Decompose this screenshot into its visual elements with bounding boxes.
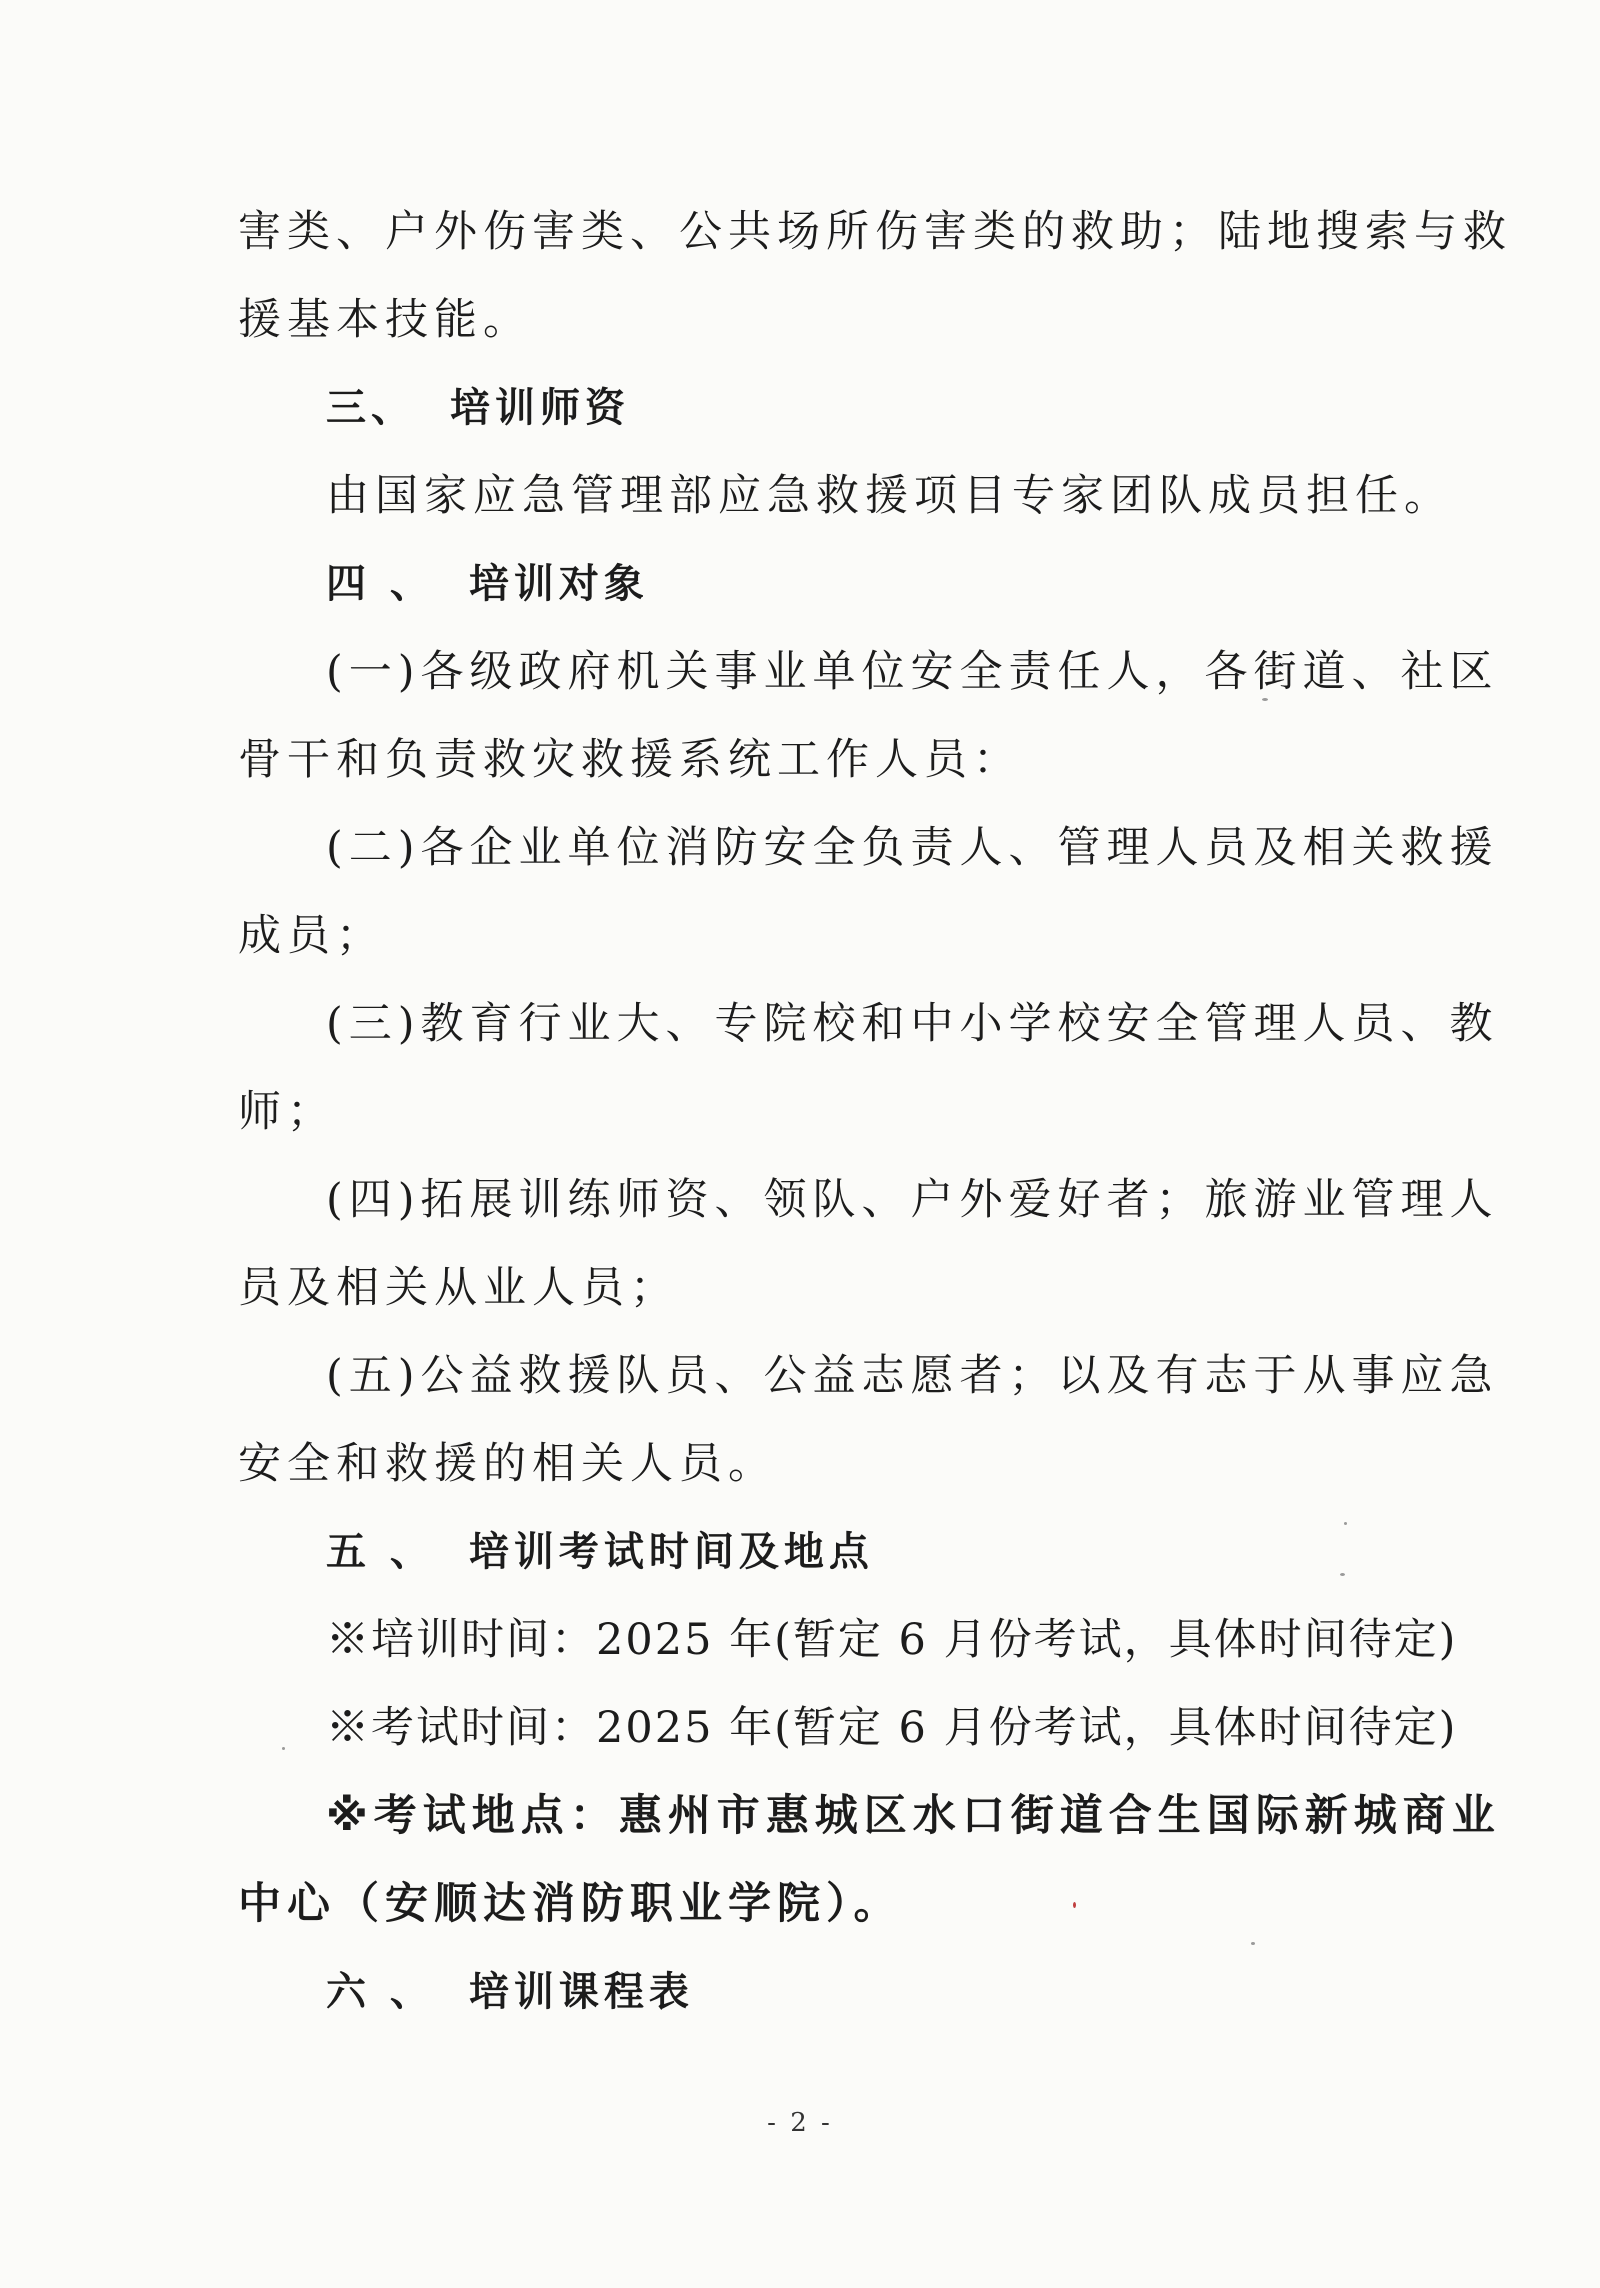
list-item-line: (二)各企业单位消防安全负责人、管理人员及相关救援: [326, 823, 1499, 873]
section-number: 三、: [326, 385, 416, 431]
section-number: 六 、: [326, 1969, 435, 2015]
exam-place-line: ※考试地点：惠州市惠城区水口街道合生国际新城商业: [326, 1791, 1501, 1841]
scan-speck: [1073, 1902, 1076, 1908]
section-heading-3: [238, 364, 1383, 452]
scan-speck: [1344, 1522, 1347, 1525]
section-heading-6: [238, 1948, 1383, 2036]
list-item-line: (一)各级政府机关事业单位安全责任人，各街道、社区: [326, 647, 1499, 697]
section-number: 五 、: [326, 1529, 435, 1575]
list-item-line: 安全和救援的相关人员。: [238, 1439, 777, 1489]
list-item-line: 骨干和负责救灾救援系统工作人员：: [238, 735, 1022, 785]
list-item-line: (三)教育行业大、专院校和中小学校安全管理人员、教: [326, 999, 1499, 1049]
list-item-line: 师；: [238, 1087, 336, 1137]
section-title: 培训对象: [468, 561, 649, 607]
list-item-line: 成员；: [238, 911, 385, 961]
section-heading-4: [238, 540, 1383, 628]
section-number: 四 、: [326, 561, 435, 607]
list-item-line: (四)拓展训练师资、领队、户外爱好者；旅游业管理人: [326, 1175, 1499, 1225]
scan-speck: [1251, 1942, 1255, 1945]
exam-time: ※考试时间：2025 年(暂定 6 月份考试，具体时间待定): [326, 1703, 1458, 1753]
training-time: ※培训时间：2025 年(暂定 6 月份考试，具体时间待定): [326, 1615, 1458, 1665]
section-title: 培训师资: [450, 385, 630, 431]
list-item-line: 员及相关从业人员；: [238, 1263, 679, 1313]
section-title: 培训课程表: [468, 1969, 694, 2015]
exam-place-line: 中心（安顺达消防职业学院）。: [238, 1879, 903, 1929]
paragraph-line: 由国家应急管理部应急救援项目专家团队成员担任。: [326, 471, 1453, 521]
section-heading-5: [238, 1508, 1383, 1596]
scan-speck: [282, 1747, 285, 1750]
paragraph-line: 害类、户外伤害类、公共场所伤害类的救助；陆地搜索与救: [238, 207, 1512, 257]
paragraph-line: 援基本技能。: [238, 295, 532, 345]
page-number: - 2 -: [767, 2108, 833, 2138]
scan-speck: [1340, 1573, 1345, 1576]
scan-speck: [1262, 698, 1268, 701]
section-title: 培训考试时间及地点: [468, 1529, 874, 1575]
list-item-line: (五)公益救援队员、公益志愿者；以及有志于从事应急: [326, 1351, 1499, 1401]
document-body: [238, 188, 1512, 2036]
